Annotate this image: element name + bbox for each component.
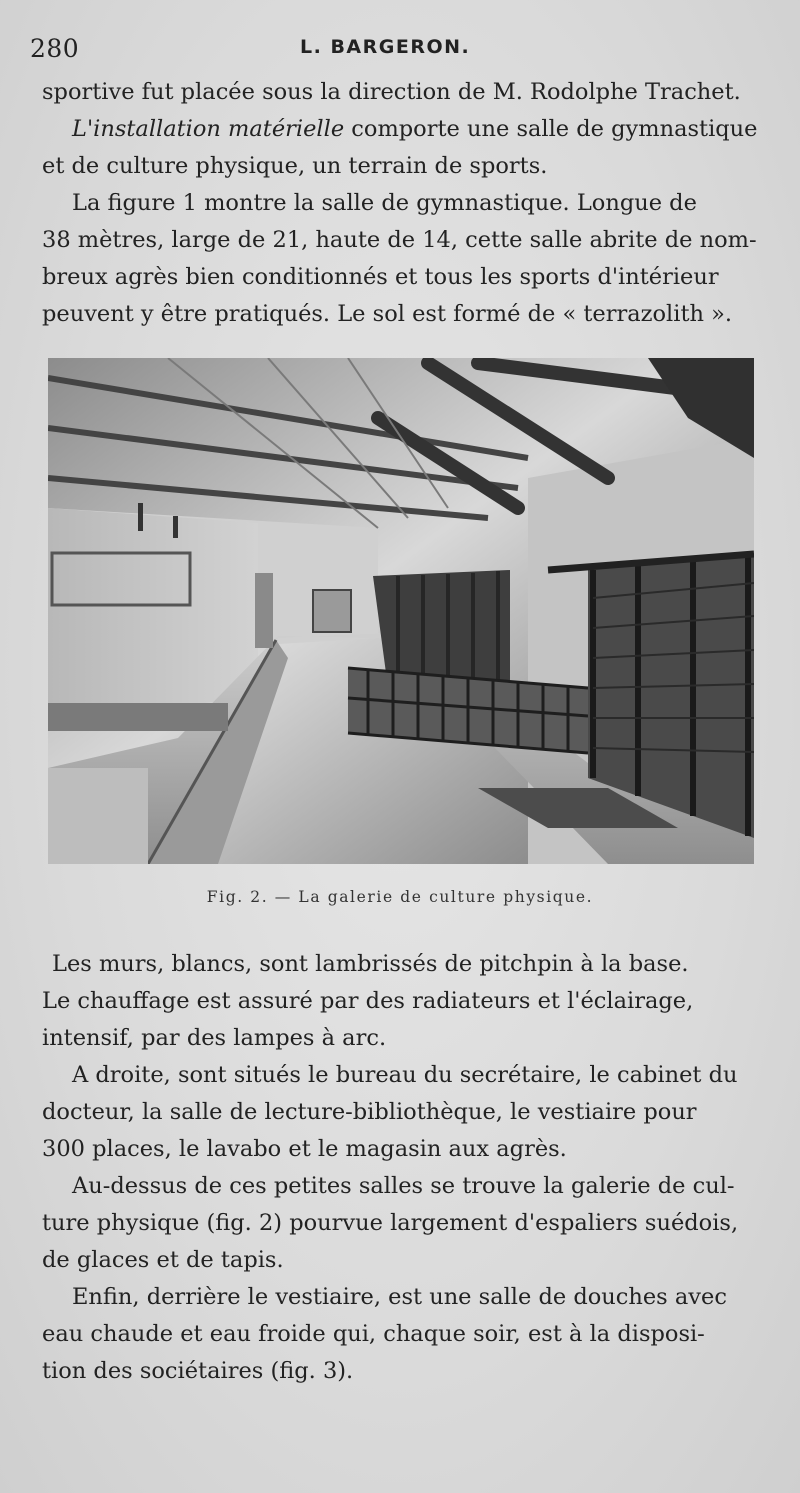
text-line: Enfin, derrière le vestiaire, est une salle de douches avec [72, 1284, 727, 1310]
page-header [0, 34, 800, 64]
text-line: docteur, la salle de lecture-bibliothèque, le vestiaire pour [42, 1099, 697, 1125]
text-line: Au-dessus de ces petites salles se trouve la galerie de cul- [72, 1173, 735, 1199]
paragraph-top [42, 74, 758, 333]
text-line: A droite, sont situés le bureau du secrétaire, le cabinet du [72, 1062, 738, 1088]
figure-caption: Fig. 2. — La galerie de culture physique. [206, 888, 594, 906]
text-line [42, 111, 758, 148]
text-line: breux agrès bien conditionnés et tous les sports d'intérieur [42, 264, 719, 290]
text-line: La figure 1 montre la salle de gymnastique. Longue de [72, 190, 697, 216]
text-line: ture physique (fig. 2) pourvue largement d'espaliers suédois, [42, 1210, 739, 1236]
text-fragment: comporte une salle de gymnastique [344, 116, 758, 142]
text-line: sportive fut placée sous la direction de M. Rodolphe Trachet. [42, 79, 741, 105]
running-head: L. BARGERON. [300, 36, 471, 58]
text-line: 38 mètres, large de 21, haute de 14, cette salle abrite de nom- [42, 227, 757, 253]
italic-phrase: L'installation matérielle [72, 116, 345, 142]
page-number: 280 [30, 34, 80, 63]
text-line: Le chauffage est assuré par des radiateurs et l'éclairage, [42, 988, 694, 1014]
paragraph-bottom [42, 946, 758, 1390]
text-line: de glaces et de tapis. [42, 1247, 284, 1273]
text-line: Les murs, blancs, sont lambrissés de pitchpin à la base. [52, 951, 689, 977]
text-line: tion des sociétaires (fig. 3). [42, 1358, 354, 1384]
text-line: eau chaude et eau froide qui, chaque soir, est à la disposi- [42, 1321, 705, 1347]
text-line: intensif, par des lampes à arc. [42, 1025, 387, 1051]
gallery-photo-drawing [48, 358, 754, 864]
text-line: 300 places, le lavabo et le magasin aux agrès. [42, 1136, 567, 1162]
text-line: peuvent y être pratiqués. Le sol est formé de « terrazolith ». [42, 301, 733, 327]
text-line: et de culture physique, un terrain de sports. [42, 153, 548, 179]
gallery-photograph [48, 358, 754, 864]
